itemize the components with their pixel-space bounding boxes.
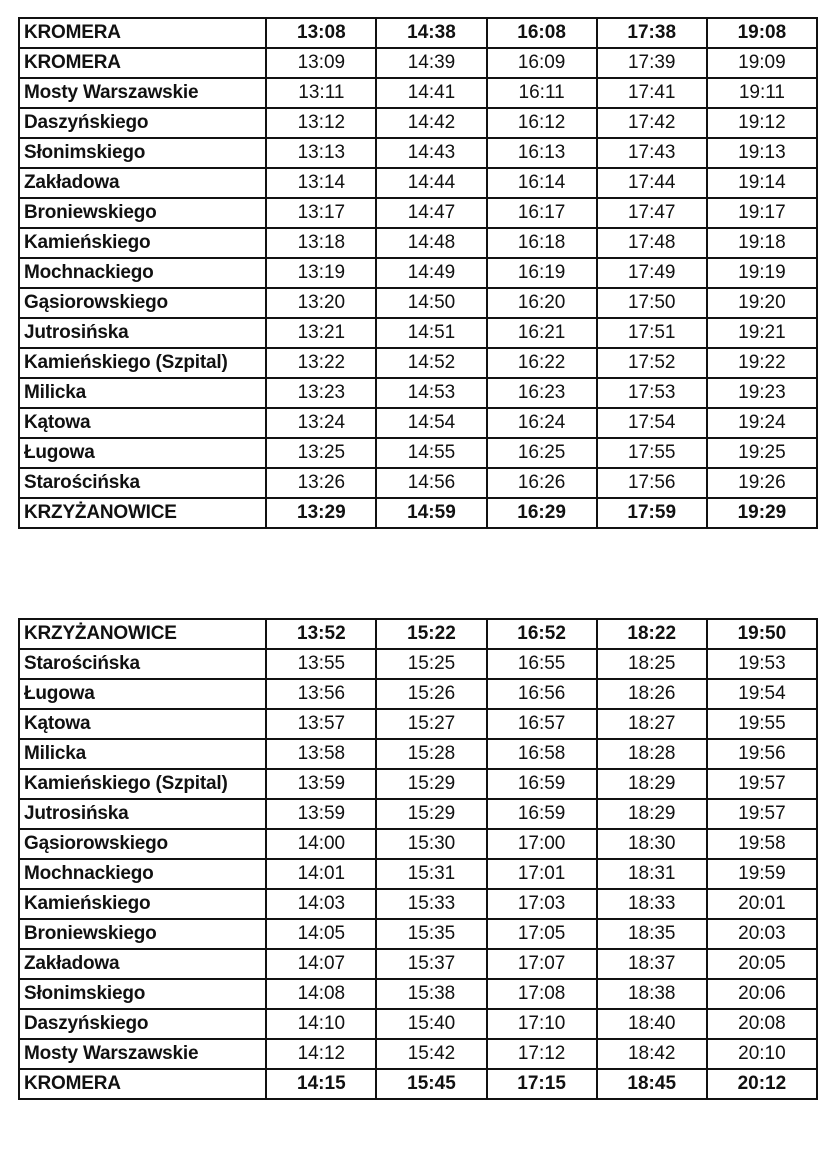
- departure-time: 16:57: [487, 709, 597, 739]
- stop-name: Broniewskiego: [19, 198, 266, 228]
- departure-time: 13:55: [266, 649, 376, 679]
- departure-time: 13:20: [266, 288, 376, 318]
- departure-time: 17:03: [487, 889, 597, 919]
- departure-time: 15:27: [376, 709, 486, 739]
- departure-time: 17:41: [597, 78, 707, 108]
- stop-row: [19, 889, 817, 919]
- departure-time: 17:08: [487, 979, 597, 1009]
- departure-time: 19:11: [707, 78, 817, 108]
- departure-time: 17:54: [597, 408, 707, 438]
- stop-name: KROMERA: [19, 1069, 266, 1099]
- departure-time: 13:24: [266, 408, 376, 438]
- departure-time: 20:08: [707, 1009, 817, 1039]
- departure-time: 14:56: [376, 468, 486, 498]
- departure-time: 16:08: [487, 18, 597, 48]
- departure-time: 13:14: [266, 168, 376, 198]
- stop-name: Broniewskiego: [19, 919, 266, 949]
- departure-time: 13:19: [266, 258, 376, 288]
- departure-time: 13:52: [266, 619, 376, 649]
- stop-name: KROMERA: [19, 48, 266, 78]
- stop-name: Mochnackiego: [19, 859, 266, 889]
- departure-time: 19:17: [707, 198, 817, 228]
- stop-name: Zakładowa: [19, 949, 266, 979]
- stop-name: Kamieńskiego (Szpital): [19, 348, 266, 378]
- departure-time: 13:21: [266, 318, 376, 348]
- departure-time: 13:57: [266, 709, 376, 739]
- departure-time: 17:39: [597, 48, 707, 78]
- departure-time: 16:21: [487, 318, 597, 348]
- departure-time: 16:25: [487, 438, 597, 468]
- departure-time: 18:28: [597, 739, 707, 769]
- departure-time: 15:29: [376, 769, 486, 799]
- departure-time: 17:00: [487, 829, 597, 859]
- stop-row: [19, 168, 817, 198]
- departure-time: 14:59: [376, 498, 486, 528]
- departure-time: 18:40: [597, 1009, 707, 1039]
- departure-time: 15:29: [376, 799, 486, 829]
- departure-time: 15:40: [376, 1009, 486, 1039]
- departure-time: 17:59: [597, 498, 707, 528]
- stop-name: Daszyńskiego: [19, 108, 266, 138]
- stop-row: [19, 949, 817, 979]
- timetable-outbound: [18, 17, 818, 529]
- departure-time: 13:09: [266, 48, 376, 78]
- departure-time: 16:52: [487, 619, 597, 649]
- departure-time: 16:22: [487, 348, 597, 378]
- departure-time: 13:29: [266, 498, 376, 528]
- stop-row: [19, 138, 817, 168]
- stop-name: Gąsiorowskiego: [19, 829, 266, 859]
- departure-time: 19:26: [707, 468, 817, 498]
- departure-time: 18:42: [597, 1039, 707, 1069]
- stop-name: Kamieńskiego: [19, 889, 266, 919]
- departure-time: 19:22: [707, 348, 817, 378]
- departure-time: 18:31: [597, 859, 707, 889]
- departure-time: 14:41: [376, 78, 486, 108]
- departure-time: 17:47: [597, 198, 707, 228]
- departure-time: 17:05: [487, 919, 597, 949]
- departure-time: 18:25: [597, 649, 707, 679]
- departure-time: 15:22: [376, 619, 486, 649]
- stop-name: Ługowa: [19, 679, 266, 709]
- stop-name: Starościńska: [19, 649, 266, 679]
- departure-time: 20:01: [707, 889, 817, 919]
- departure-time: 16:18: [487, 228, 597, 258]
- timetable-body: [19, 619, 817, 1099]
- stop-name: Jutrosińska: [19, 799, 266, 829]
- stop-name: Słonimskiego: [19, 138, 266, 168]
- terminal-stop-row: [19, 619, 817, 649]
- departure-time: 16:24: [487, 408, 597, 438]
- stop-row: [19, 78, 817, 108]
- departure-time: 16:59: [487, 769, 597, 799]
- stop-row: [19, 649, 817, 679]
- departure-time: 16:17: [487, 198, 597, 228]
- departure-time: 13:17: [266, 198, 376, 228]
- departure-time: 17:56: [597, 468, 707, 498]
- stop-name: Kątowa: [19, 709, 266, 739]
- departure-time: 19:21: [707, 318, 817, 348]
- departure-time: 19:56: [707, 739, 817, 769]
- stop-row: [19, 378, 817, 408]
- departure-time: 16:19: [487, 258, 597, 288]
- departure-time: 19:53: [707, 649, 817, 679]
- departure-time: 16:11: [487, 78, 597, 108]
- departure-time: 14:55: [376, 438, 486, 468]
- departure-time: 19:57: [707, 769, 817, 799]
- stop-name: KROMERA: [19, 18, 266, 48]
- departure-time: 17:38: [597, 18, 707, 48]
- departure-time: 14:08: [266, 979, 376, 1009]
- departure-time: 19:29: [707, 498, 817, 528]
- stop-row: [19, 48, 817, 78]
- stop-row: [19, 228, 817, 258]
- stop-name: Kamieńskiego (Szpital): [19, 769, 266, 799]
- departure-time: 16:58: [487, 739, 597, 769]
- departure-time: 19:25: [707, 438, 817, 468]
- departure-time: 19:50: [707, 619, 817, 649]
- departure-time: 14:12: [266, 1039, 376, 1069]
- departure-time: 13:12: [266, 108, 376, 138]
- stop-name: Daszyńskiego: [19, 1009, 266, 1039]
- departure-time: 19:14: [707, 168, 817, 198]
- timetable-return: [18, 618, 818, 1100]
- stop-row: [19, 468, 817, 498]
- departure-time: 15:42: [376, 1039, 486, 1069]
- stop-name: Ługowa: [19, 438, 266, 468]
- departure-time: 19:59: [707, 859, 817, 889]
- departure-time: 13:59: [266, 799, 376, 829]
- stop-row: [19, 318, 817, 348]
- departure-time: 14:05: [266, 919, 376, 949]
- departure-time: 20:03: [707, 919, 817, 949]
- departure-time: 15:45: [376, 1069, 486, 1099]
- departure-time: 19:12: [707, 108, 817, 138]
- departure-time: 13:59: [266, 769, 376, 799]
- stop-row: [19, 198, 817, 228]
- departure-time: 19:18: [707, 228, 817, 258]
- departure-time: 14:52: [376, 348, 486, 378]
- departure-time: 18:45: [597, 1069, 707, 1099]
- terminal-stop-row: [19, 18, 817, 48]
- departure-time: 13:11: [266, 78, 376, 108]
- stop-name: Mosty Warszawskie: [19, 78, 266, 108]
- departure-time: 16:23: [487, 378, 597, 408]
- departure-time: 14:15: [266, 1069, 376, 1099]
- departure-time: 15:38: [376, 979, 486, 1009]
- departure-time: 14:44: [376, 168, 486, 198]
- departure-time: 18:22: [597, 619, 707, 649]
- departure-time: 18:26: [597, 679, 707, 709]
- stop-row: [19, 799, 817, 829]
- departure-time: 13:25: [266, 438, 376, 468]
- stop-row: [19, 679, 817, 709]
- departure-time: 17:10: [487, 1009, 597, 1039]
- stop-row: [19, 709, 817, 739]
- departure-time: 17:50: [597, 288, 707, 318]
- departure-time: 13:58: [266, 739, 376, 769]
- departure-time: 19:23: [707, 378, 817, 408]
- departure-time: 17:01: [487, 859, 597, 889]
- stop-name: Milicka: [19, 378, 266, 408]
- departure-time: 19:24: [707, 408, 817, 438]
- departure-time: 20:10: [707, 1039, 817, 1069]
- departure-time: 17:43: [597, 138, 707, 168]
- departure-time: 18:33: [597, 889, 707, 919]
- departure-time: 17:42: [597, 108, 707, 138]
- stop-row: [19, 408, 817, 438]
- departure-time: 14:51: [376, 318, 486, 348]
- terminal-stop-row: [19, 1069, 817, 1099]
- stop-row: [19, 1009, 817, 1039]
- departure-time: 16:09: [487, 48, 597, 78]
- departure-time: 15:31: [376, 859, 486, 889]
- departure-time: 14:50: [376, 288, 486, 318]
- departure-time: 14:01: [266, 859, 376, 889]
- timetable-body: [19, 18, 817, 528]
- departure-time: 15:33: [376, 889, 486, 919]
- departure-time: 16:13: [487, 138, 597, 168]
- departure-time: 19:57: [707, 799, 817, 829]
- departure-time: 13:23: [266, 378, 376, 408]
- departure-time: 16:26: [487, 468, 597, 498]
- departure-time: 15:28: [376, 739, 486, 769]
- departure-time: 14:49: [376, 258, 486, 288]
- stop-name: Zakładowa: [19, 168, 266, 198]
- departure-time: 14:03: [266, 889, 376, 919]
- stop-row: [19, 348, 817, 378]
- departure-time: 19:19: [707, 258, 817, 288]
- stop-name: Mochnackiego: [19, 258, 266, 288]
- departure-time: 13:08: [266, 18, 376, 48]
- departure-time: 14:39: [376, 48, 486, 78]
- terminal-stop-row: [19, 498, 817, 528]
- stop-row: [19, 829, 817, 859]
- departure-time: 17:51: [597, 318, 707, 348]
- departure-time: 19:09: [707, 48, 817, 78]
- departure-time: 18:37: [597, 949, 707, 979]
- departure-time: 17:52: [597, 348, 707, 378]
- departure-time: 13:56: [266, 679, 376, 709]
- departure-time: 17:49: [597, 258, 707, 288]
- stop-row: [19, 288, 817, 318]
- departure-time: 15:25: [376, 649, 486, 679]
- departure-time: 17:53: [597, 378, 707, 408]
- departure-time: 17:55: [597, 438, 707, 468]
- departure-time: 13:18: [266, 228, 376, 258]
- departure-time: 14:38: [376, 18, 486, 48]
- stop-name: Kątowa: [19, 408, 266, 438]
- departure-time: 19:13: [707, 138, 817, 168]
- departure-time: 14:53: [376, 378, 486, 408]
- stop-row: [19, 739, 817, 769]
- stop-name: Gąsiorowskiego: [19, 288, 266, 318]
- departure-time: 14:00: [266, 829, 376, 859]
- departure-time: 13:22: [266, 348, 376, 378]
- stop-name: Starościńska: [19, 468, 266, 498]
- departure-time: 14:54: [376, 408, 486, 438]
- departure-time: 17:48: [597, 228, 707, 258]
- departure-time: 16:29: [487, 498, 597, 528]
- departure-time: 20:06: [707, 979, 817, 1009]
- departure-time: 15:26: [376, 679, 486, 709]
- stop-row: [19, 438, 817, 468]
- departure-time: 15:30: [376, 829, 486, 859]
- departure-time: 19:54: [707, 679, 817, 709]
- departure-time: 16:20: [487, 288, 597, 318]
- departure-time: 15:37: [376, 949, 486, 979]
- stop-name: KRZYŻANOWICE: [19, 498, 266, 528]
- stop-name: Mosty Warszawskie: [19, 1039, 266, 1069]
- departure-time: 18:30: [597, 829, 707, 859]
- stop-name: Milicka: [19, 739, 266, 769]
- stop-name: Jutrosińska: [19, 318, 266, 348]
- departure-time: 20:05: [707, 949, 817, 979]
- departure-time: 13:26: [266, 468, 376, 498]
- departure-time: 15:35: [376, 919, 486, 949]
- stop-row: [19, 1039, 817, 1069]
- departure-time: 18:29: [597, 769, 707, 799]
- departure-time: 14:07: [266, 949, 376, 979]
- departure-time: 16:56: [487, 679, 597, 709]
- departure-time: 18:29: [597, 799, 707, 829]
- departure-time: 16:14: [487, 168, 597, 198]
- departure-time: 20:12: [707, 1069, 817, 1099]
- departure-time: 19:58: [707, 829, 817, 859]
- stop-row: [19, 859, 817, 889]
- departure-time: 18:35: [597, 919, 707, 949]
- stop-name: Słonimskiego: [19, 979, 266, 1009]
- departure-time: 17:12: [487, 1039, 597, 1069]
- departure-time: 14:48: [376, 228, 486, 258]
- departure-time: 19:55: [707, 709, 817, 739]
- departure-time: 14:42: [376, 108, 486, 138]
- departure-time: 18:38: [597, 979, 707, 1009]
- departure-time: 17:15: [487, 1069, 597, 1099]
- stop-row: [19, 919, 817, 949]
- stop-row: [19, 769, 817, 799]
- departure-time: 16:59: [487, 799, 597, 829]
- departure-time: 14:10: [266, 1009, 376, 1039]
- stop-row: [19, 108, 817, 138]
- departure-time: 16:12: [487, 108, 597, 138]
- departure-time: 19:08: [707, 18, 817, 48]
- stop-name: KRZYŻANOWICE: [19, 619, 266, 649]
- departure-time: 17:44: [597, 168, 707, 198]
- departure-time: 16:55: [487, 649, 597, 679]
- stop-row: [19, 979, 817, 1009]
- departure-time: 18:27: [597, 709, 707, 739]
- departure-time: 14:43: [376, 138, 486, 168]
- stop-name: Kamieńskiego: [19, 228, 266, 258]
- stop-row: [19, 258, 817, 288]
- departure-time: 13:13: [266, 138, 376, 168]
- departure-time: 17:07: [487, 949, 597, 979]
- departure-time: 14:47: [376, 198, 486, 228]
- departure-time: 19:20: [707, 288, 817, 318]
